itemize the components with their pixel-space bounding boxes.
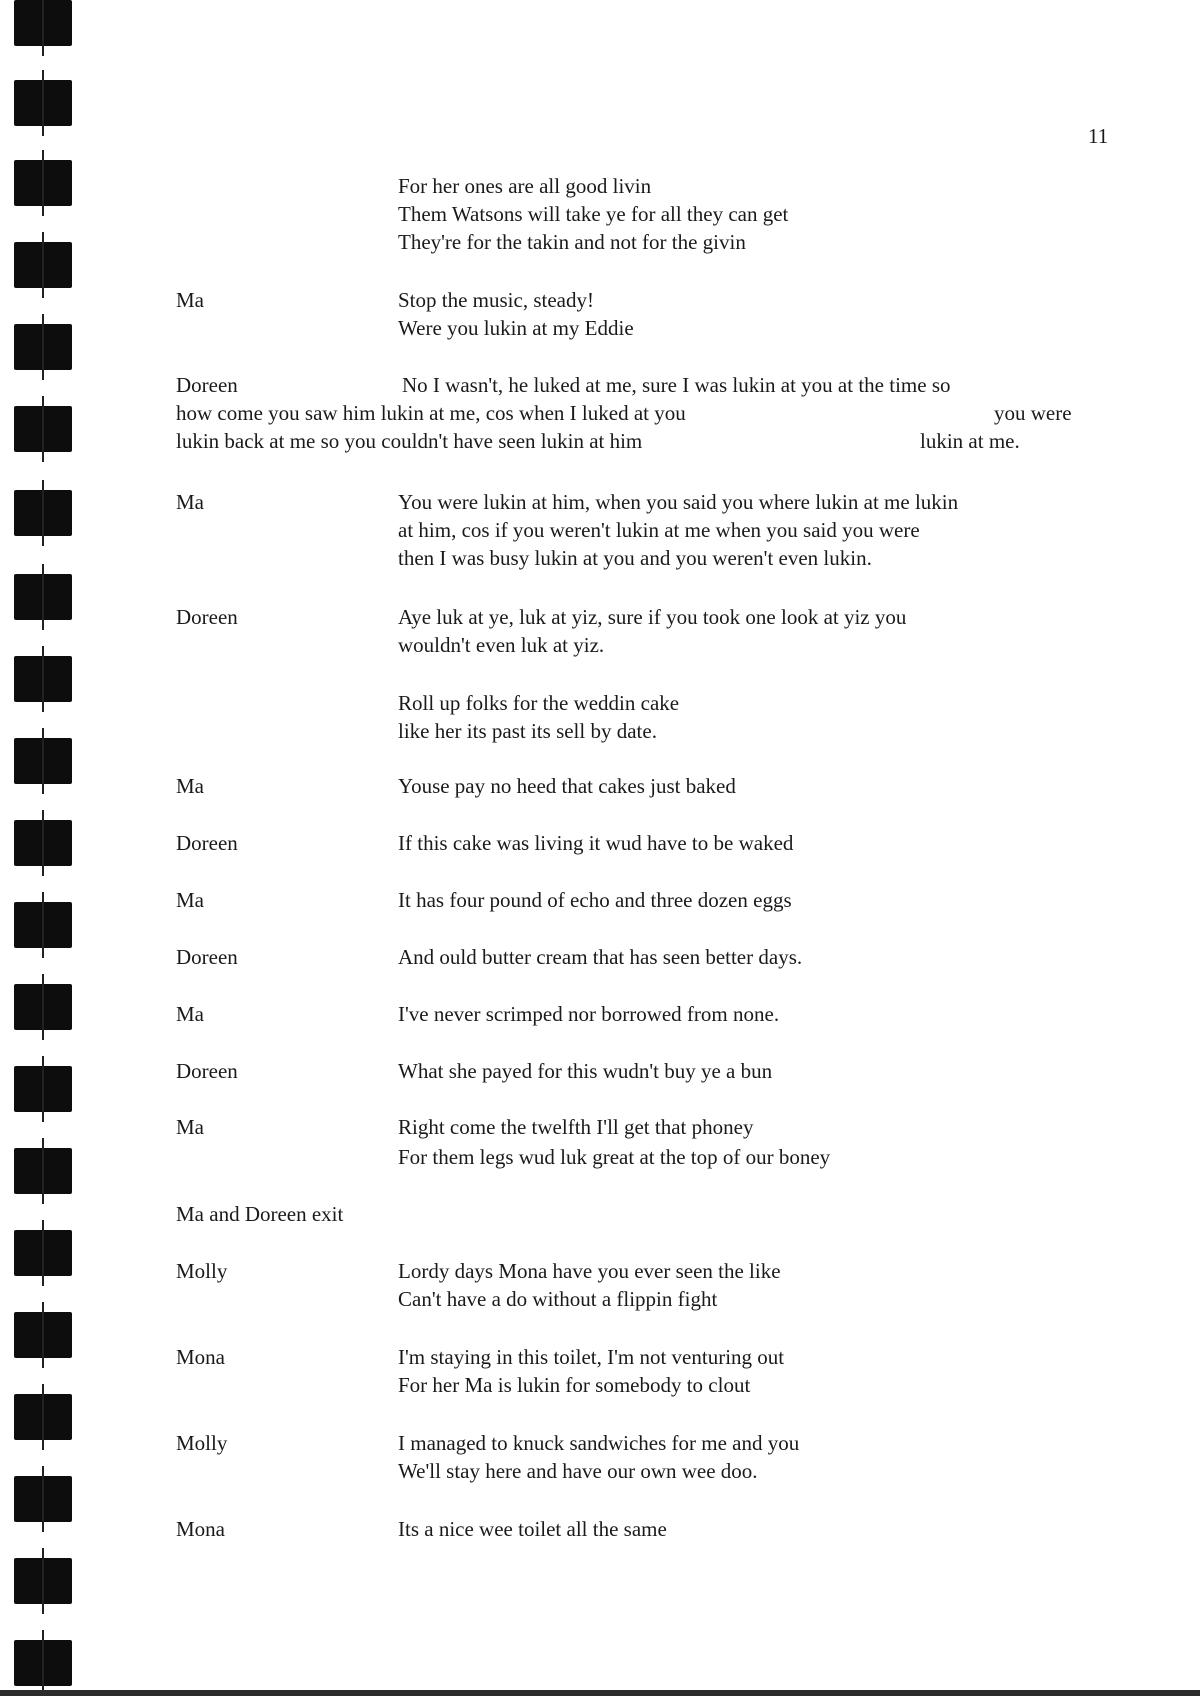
dialogue-line: And ould butter cream that has seen better days. <box>398 945 803 969</box>
page-bottom-edge <box>0 1690 1200 1696</box>
dialogue-line: lukin at me. <box>920 429 1020 453</box>
dialogue-line: You were lukin at him, when you said you where lukin at me lukin <box>398 490 959 514</box>
speaker-name: Doreen <box>176 945 238 969</box>
binding-tab <box>14 1476 72 1522</box>
binding-tab <box>14 80 72 126</box>
stage-direction: Ma and Doreen exit <box>176 1202 344 1226</box>
dialogue-line: how come you saw him lukin at me, cos when I luked at you <box>176 401 686 425</box>
dialogue-line: We'll stay here and have our own wee doo. <box>398 1459 758 1483</box>
dialogue-line: Right come the twelfth I'll get that phoney <box>398 1115 754 1139</box>
dialogue-line: What she payed for this wudn't buy ye a bun <box>398 1059 773 1083</box>
speaker-name: Doreen <box>176 1059 238 1083</box>
dialogue-line: Can't have a do without a flippin fight <box>398 1287 718 1311</box>
spiral-binding <box>0 0 90 1702</box>
dialogue-line: It has four pound of echo and three dozen eggs <box>398 888 792 912</box>
speaker-name: Molly <box>176 1431 228 1455</box>
speaker-name: Mona <box>176 1517 225 1541</box>
dialogue-line: I'm staying in this toilet, I'm not venturing out <box>398 1345 785 1369</box>
binding-tab <box>14 1066 72 1112</box>
dialogue-line: at him, cos if you weren't lukin at me when you said you were <box>398 518 920 542</box>
dialogue-line: Roll up folks for the weddin cake <box>398 691 680 715</box>
dialogue-line: Were you lukin at my Eddie <box>398 316 634 340</box>
speaker-name: Ma <box>176 888 204 912</box>
binding-tab <box>14 656 72 702</box>
binding-tab <box>14 1148 72 1194</box>
binding-tab <box>14 1394 72 1440</box>
binding-tab <box>14 984 72 1030</box>
dialogue-line: No I wasn't, he luked at me, sure I was lukin at you at the time so <box>402 373 951 397</box>
dialogue-line: Youse pay no heed that cakes just baked <box>398 774 736 798</box>
speaker-name: Doreen <box>176 373 238 397</box>
binding-tab <box>14 1312 72 1358</box>
binding-tab <box>14 1230 72 1276</box>
binding-tab <box>14 0 72 46</box>
dialogue-line: like her its past its sell by date. <box>398 719 657 743</box>
dialogue-line: lukin back at me so you couldn't have seen lukin at him <box>176 429 643 453</box>
binding-tab <box>14 406 72 452</box>
speaker-name: Doreen <box>176 605 238 629</box>
binding-tab <box>14 738 72 784</box>
dialogue-line: I've never scrimped nor borrowed from none. <box>398 1002 780 1026</box>
dialogue-line: For them legs wud luk great at the top of our boney <box>398 1145 831 1169</box>
dialogue-line: Aye luk at ye, luk at yiz, sure if you took one look at yiz you <box>398 605 907 629</box>
speaker-name: Ma <box>176 288 204 312</box>
binding-tab <box>14 324 72 370</box>
speaker-name: Molly <box>176 1259 228 1283</box>
binding-tab <box>14 574 72 620</box>
binding-tab <box>14 1640 72 1686</box>
dialogue-line: I managed to knuck sandwiches for me and you <box>398 1431 800 1455</box>
speaker-name: Mona <box>176 1345 225 1369</box>
dialogue-line: Stop the music, steady! <box>398 288 594 312</box>
dialogue-line: wouldn't even luk at yiz. <box>398 633 605 657</box>
dialogue-line: If this cake was living it wud have to be waked <box>398 831 794 855</box>
verse-line: Them Watsons will take ye for all they can get <box>398 202 789 226</box>
binding-tab <box>14 820 72 866</box>
page-number: 11 <box>1088 124 1109 148</box>
binding-tab <box>14 160 72 206</box>
binding-tab <box>14 1558 72 1604</box>
dialogue-line: For her Ma is lukin for somebody to clout <box>398 1373 751 1397</box>
dialogue-line: Its a nice wee toilet all the same <box>398 1517 667 1541</box>
dialogue-line: then I was busy lukin at you and you weren't even lukin. <box>398 546 872 570</box>
speaker-name: Doreen <box>176 831 238 855</box>
verse-line: For her ones are all good livin <box>398 174 652 198</box>
binding-tab <box>14 242 72 288</box>
speaker-name: Ma <box>176 490 204 514</box>
binding-tab <box>14 902 72 948</box>
dialogue-line: Lordy days Mona have you ever seen the like <box>398 1259 781 1283</box>
binding-tab <box>14 490 72 536</box>
verse-line: They're for the takin and not for the givin <box>398 230 746 254</box>
speaker-name: Ma <box>176 774 204 798</box>
speaker-name: Ma <box>176 1115 204 1139</box>
dialogue-line: you were <box>994 401 1072 425</box>
speaker-name: Ma <box>176 1002 204 1026</box>
